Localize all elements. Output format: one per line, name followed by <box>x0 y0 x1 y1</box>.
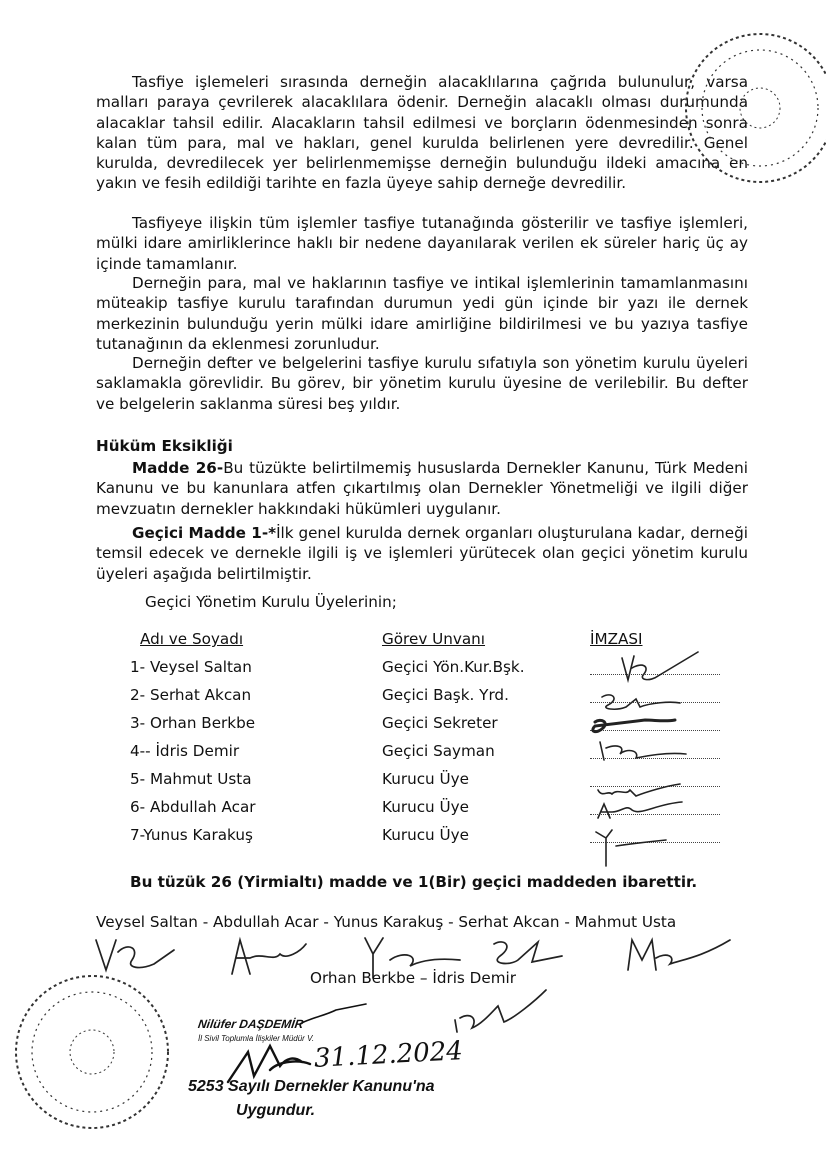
gecici-madde-text: İlk genel kurulda dernek organları oluşturulana kadar, derneği temsil edecek ve dernekle ilgili iş ve işlemleri yürütecek olan geçici yönetim kurulu üyeleri aşağıda belirtilmiştir. <box>96 524 748 583</box>
header-role: Görev Unvanı <box>382 630 486 648</box>
approval-line-2: Uygundur. <box>236 1102 316 1119</box>
approval-line-1: 5253 Sayılı Dernekler Kanunu'na <box>188 1078 435 1095</box>
member-role: Kurucu Üye <box>382 798 469 816</box>
member-name: 6- Abdullah Acar <box>130 798 256 816</box>
member-name: 7-Yunus Karakuş <box>130 826 253 844</box>
signatories-line-1: Veysel Saltan - Abdullah Acar - Yunus Karakuş - Serhat Akcan - Mahmut Usta <box>96 913 677 931</box>
official-name: Nilüfer DAŞDEMİR <box>197 1017 305 1031</box>
members-intro: Geçici Yönetim Kurulu Üyelerinin; <box>145 593 397 611</box>
paragraph-books-keeping: Derneğin defter ve belgelerini tasfiye kurulu sıfatıyla son yönetim kurulu üyeleri saklamakla görevlidir. Bu görev, bir yönetim kurulu üyesine de verilebilir. Bu defter ve belgelerin saklanma süresi beş yıldır. <box>96 354 748 413</box>
approval-date: 31.12.2024 <box>313 1036 464 1074</box>
header-signature: İMZASI <box>590 630 643 648</box>
seal-bottom-left <box>16 976 168 1128</box>
gecici-madde-label: Geçici Madde 1-* <box>132 524 277 542</box>
member-name: 1- Veysel Saltan <box>130 658 252 676</box>
member-role: Kurucu Üye <box>382 826 469 844</box>
header-name: Adı ve Soyadı <box>140 630 244 648</box>
member-role: Geçici Sayman <box>382 742 495 760</box>
signatories-line-2: Orhan Berkbe – İdris Demir <box>310 969 516 987</box>
madde-text: Bu tüzükte belirtilmemiş hususlarda Dernekler Kanunu, Türk Medeni Kanunu ve bu kanunlara atfen çıkartılmış olan Dernekler Yönetmeliği ve ilgili diğer mevzuatın dernekler hakkındaki hükümleri uygulanır. <box>96 459 748 518</box>
paragraph-liquidation: Tasfiye işlemeleri sırasında derneğin alacaklılarına çağrıda bulunulur, varsa malları paraya çevrilerek alacaklılara ödenir. Derneğin alacaklı olması durumunda alacaklar tahsil edilir. Alacakların tahsil edilmesi ve borçların ödenmesinden sonra kalan tüm para, mal ve hakları, genel kurulda belirlenen yere devredilir. Genel kurulda, devredilecek yer belirlenmemişse derneğin bulunduğu ildeki amacına en yakın ve fesih edildiği tarihte en fazla üyeye sahip derneğe devredilir. <box>96 73 748 193</box>
seal-top-right <box>686 34 826 182</box>
closing-statement: Bu tüzük 26 (Yirmialtı) madde ve 1(Bir) geçici maddeden ibarettir. <box>130 873 698 891</box>
member-role: Geçici Sekreter <box>382 714 498 732</box>
section-heading: Hüküm Eksikliği <box>96 437 233 455</box>
official-title: İl Sivil Toplumla İlişkiler Müdür V. <box>198 1034 315 1043</box>
member-name: 4-- İdris Demir <box>130 742 240 760</box>
paragraph-transfer-notice: Derneğin para, mal ve haklarının tasfiye ve intikal işlemlerinin tamamlanmasını müteakip tasfiye kurulu tarafından durumun yedi gün içinde bir yazı ile dernek merkezinin bulunduğu yerin mülki idare amirliğine bildirilmesi ve bu yazıya tasfiye tutanağının da eklenmesi zorunludur. <box>96 274 748 353</box>
member-role: Geçici Yön.Kur.Bşk. <box>382 658 525 676</box>
member-role: Geçici Başk. Yrd. <box>382 686 509 704</box>
madde-label: Madde 26- <box>132 459 224 477</box>
member-name: 3- Orhan Berkbe <box>130 714 256 732</box>
member-name: 5- Mahmut Usta <box>130 770 252 788</box>
paragraph-liquidation-record: Tasfiyeye ilişkin tüm işlemler tasfiye tutanağında gösterilir ve tasfiye işlemleri, mülki idare amirliklerince haklı bir nedene dayanılarak verilen ek süreler hariç üç ay içinde tamamlanır. <box>96 214 748 273</box>
member-name: 2- Serhat Akcan <box>130 686 252 704</box>
member-role: Kurucu Üye <box>382 770 469 788</box>
